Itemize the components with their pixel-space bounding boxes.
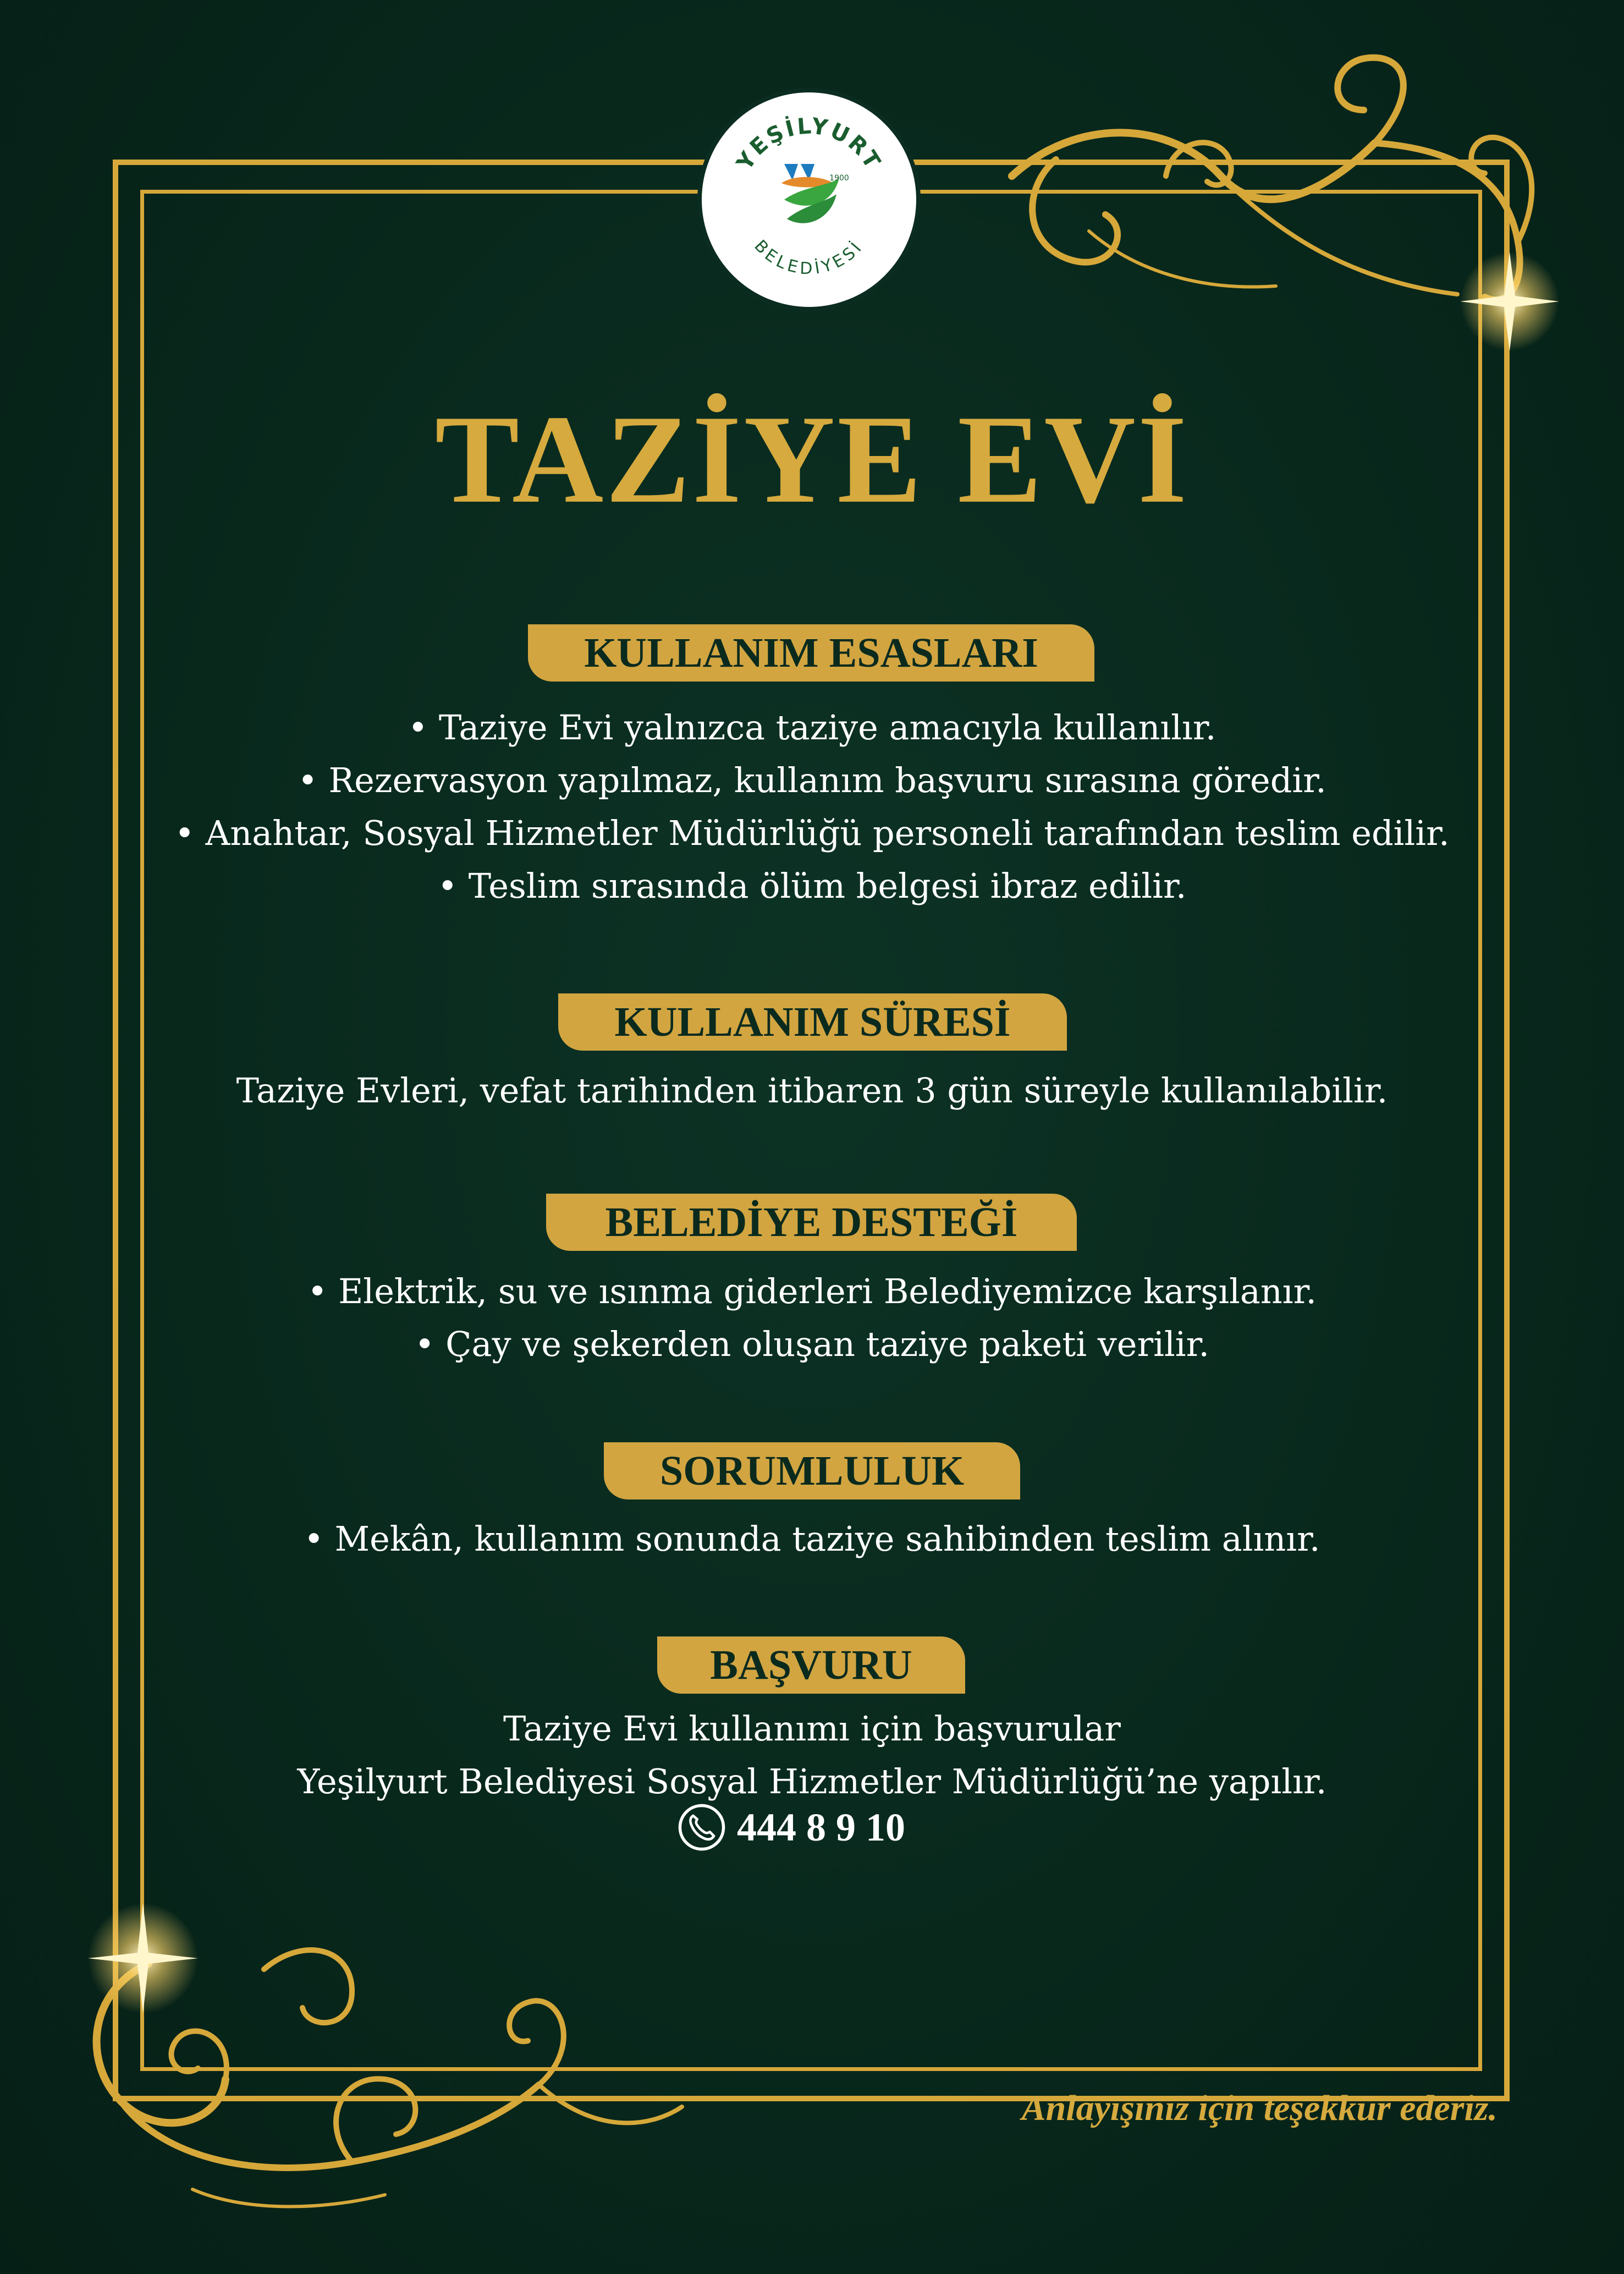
- yesilyurt-logo: [697, 88, 921, 311]
- phone-contact[interactable]: [676, 1800, 905, 1855]
- application-text: [0, 1702, 1624, 1808]
- application-line: Taziye Evi kullanımı için başvurular: [503, 1709, 1121, 1749]
- municipal-support-list: [0, 1265, 1624, 1371]
- section-heading-usage-period: KULLANIM SÜRESİ: [558, 993, 1067, 1051]
- usage-rules-list: [0, 701, 1624, 913]
- svg-text:BELEDİYESİ: BELEDİYESİ: [750, 236, 868, 279]
- phone-number[interactable]: 444 8 9 10: [737, 1805, 905, 1849]
- usage-rule-line: • Teslim sırasında ölüm belgesi ibraz edilir.: [437, 866, 1187, 906]
- svg-text:YEŞİLYURT: YEŞİLYURT: [731, 113, 887, 175]
- responsibility-line: • Mekân, kullanım sonunda taziye sahibinden teslim alınır.: [304, 1519, 1320, 1559]
- bottom-left-ornament: [44, 1903, 704, 2233]
- page-title: TAZİYE EVİ: [434, 389, 1190, 529]
- responsibility-text: [0, 1513, 1624, 1566]
- usage-period-line: Taziye Evleri, vefat tarihinden itibaren 3 gün süreyle kullanılabilir.: [236, 1070, 1388, 1111]
- application-line: Yeşilyurt Belediyesi Sosyal Hizmetler Müdürlüğü’ne yapılır.: [297, 1761, 1327, 1801]
- usage-rule-line: • Anahtar, Sosyal Hizmetler Müdürlüğü personeli tarafından teslim edilir.: [174, 813, 1450, 853]
- usage-rule-line: • Taziye Evi yalnızca taziye amacıyla kullanılır.: [408, 707, 1216, 748]
- usage-rule-line: • Rezervasyon yapılmaz, kullanım başvuru sırasına göredir.: [298, 760, 1326, 800]
- section-heading-municipal-support: BELEDİYE DESTEĞİ: [546, 1194, 1077, 1251]
- section-heading-usage-rules: KULLANIM ESASLARI: [528, 624, 1094, 682]
- municipal-support-line: • Çay ve şekerden oluşan taziye paketi verilir.: [414, 1324, 1210, 1364]
- top-right-ornament: [990, 50, 1595, 435]
- thanks-footer: Anlayışınız için teşekkür ederiz.: [1021, 2088, 1498, 2128]
- municipal-support-line: • Elektrik, su ve ısınma giderleri Belediyemizce karşılanır.: [307, 1271, 1317, 1311]
- svg-text:1900: 1900: [829, 174, 849, 183]
- phone-icon: [676, 1802, 727, 1853]
- section-heading-application: BAŞVURU: [657, 1636, 965, 1694]
- section-heading-responsibility: SORUMLULUK: [604, 1442, 1020, 1499]
- usage-period-text: [0, 1064, 1624, 1117]
